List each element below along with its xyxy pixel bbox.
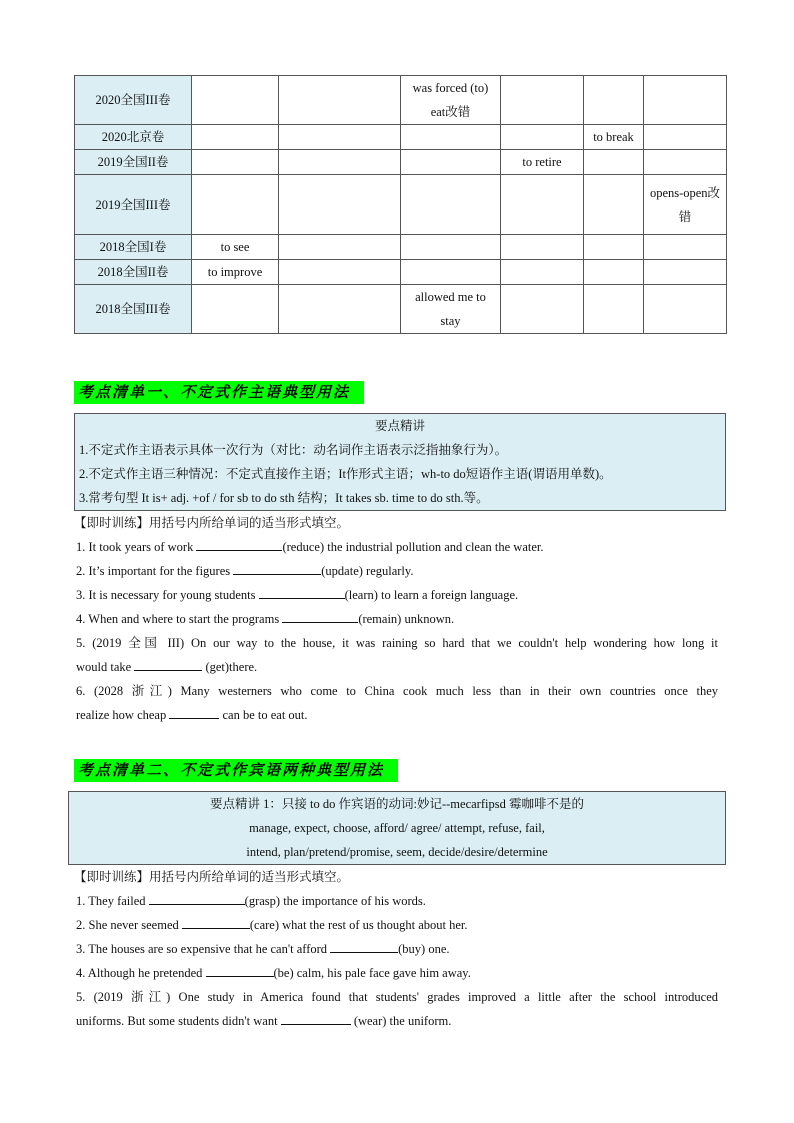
table-cell bbox=[192, 150, 279, 175]
table-cell bbox=[192, 125, 279, 150]
table-cell bbox=[584, 235, 644, 260]
question-text: would take bbox=[76, 660, 132, 674]
table-row bbox=[75, 260, 727, 285]
keypoint-box-title: 要点精讲 bbox=[374, 419, 425, 433]
question-5-line-2 bbox=[76, 655, 718, 679]
table-row bbox=[75, 175, 727, 235]
question-text: (get)there. bbox=[205, 660, 258, 674]
question-2 bbox=[76, 559, 718, 583]
table-cell bbox=[644, 76, 727, 125]
keypoint-item: 1.不定式作主语表示具体一次行为（对比：动名词作主语表示泛指抽象行为）。 bbox=[79, 443, 508, 457]
keypoint-item: 2.不定式作主语三种情况：不定式直接作主语；It作形式主语；wh-to do短语作主语(谓语用单数)。 bbox=[79, 467, 612, 481]
question-text: (care) what the rest of us thought about her. bbox=[249, 918, 468, 932]
question-text: 3. It is necessary for young students bbox=[76, 588, 256, 602]
question-text: (update) regularly. bbox=[321, 564, 414, 578]
table-cell: to break bbox=[584, 125, 644, 150]
table-row-label: 2020北京卷 bbox=[75, 125, 192, 150]
table-cell bbox=[401, 150, 501, 175]
table-cell bbox=[192, 175, 279, 235]
section2-keypoint-box bbox=[68, 791, 726, 865]
answer-blank[interactable] bbox=[233, 560, 321, 575]
table-row bbox=[75, 285, 727, 334]
table-cell: opens-open改错 bbox=[644, 175, 727, 235]
table-cell bbox=[401, 125, 501, 150]
table-row-label: 2020全国III卷 bbox=[75, 76, 192, 125]
question-4 bbox=[76, 961, 718, 985]
table-row-label: 2019全国II卷 bbox=[75, 150, 192, 175]
question-text: (wear) the uniform. bbox=[353, 1014, 452, 1028]
table-cell bbox=[279, 125, 401, 150]
table-cell bbox=[584, 285, 644, 334]
answer-blank[interactable] bbox=[149, 890, 245, 905]
question-text: (buy) one. bbox=[398, 942, 450, 956]
table-row bbox=[75, 150, 727, 175]
table-cell bbox=[401, 235, 501, 260]
answer-blank[interactable] bbox=[330, 938, 398, 953]
exam-year-table bbox=[74, 75, 727, 334]
table-cell bbox=[584, 260, 644, 285]
table-cell bbox=[644, 125, 727, 150]
table-cell bbox=[501, 125, 584, 150]
question-text: 1. It took years of work bbox=[76, 540, 194, 554]
question-text: 3. The houses are so expensive that he can't afford bbox=[76, 942, 328, 956]
answer-blank[interactable] bbox=[134, 656, 202, 671]
table-cell bbox=[501, 175, 584, 235]
question-text: (be) calm, his pale face gave him away. bbox=[273, 966, 471, 980]
question-1 bbox=[76, 889, 718, 913]
question-text: 4. Although he pretended bbox=[76, 966, 203, 980]
table-cell bbox=[501, 285, 584, 334]
table-cell bbox=[501, 76, 584, 125]
question-5-line-1: 5. (2019 全国 III) On our way to the house, it was raining so hard that we couldn't help wondering how long it bbox=[76, 636, 718, 650]
question-6-line-1: 6. (2028 浙江) Many westerners who come to China cook much less than in their own countries once they bbox=[76, 684, 718, 698]
answer-blank[interactable] bbox=[169, 704, 219, 719]
table-cell bbox=[279, 76, 401, 125]
table-cell bbox=[192, 285, 279, 334]
table-cell bbox=[279, 285, 401, 334]
answer-blank[interactable] bbox=[196, 536, 282, 551]
table-cell bbox=[192, 76, 279, 125]
table-cell bbox=[279, 150, 401, 175]
question-text: (remain) unknown. bbox=[358, 612, 455, 626]
table-cell bbox=[644, 150, 727, 175]
keypoint-item: 3.常考句型 It is+ adj. +of / for sb to do sth 结构；It takes sb. time to do sth.等。 bbox=[79, 491, 489, 505]
table-row-label: 2019全国III卷 bbox=[75, 175, 192, 235]
question-4 bbox=[76, 607, 718, 631]
question-text: (learn) to learn a foreign language. bbox=[344, 588, 519, 602]
question-text: 1. They failed bbox=[76, 894, 146, 908]
table-cell bbox=[584, 175, 644, 235]
table-cell bbox=[401, 260, 501, 285]
table-cell bbox=[644, 285, 727, 334]
drill-intro: 【即时训练】用括号内所给单词的适当形式填空。 bbox=[74, 516, 350, 530]
table-cell bbox=[584, 76, 644, 125]
section1-keypoint-box bbox=[74, 413, 726, 511]
answer-blank[interactable] bbox=[206, 962, 274, 977]
answer-blank[interactable] bbox=[259, 584, 345, 599]
table-cell bbox=[279, 260, 401, 285]
table-cell bbox=[501, 235, 584, 260]
table-cell bbox=[584, 150, 644, 175]
question-text: (grasp) the importance of his words. bbox=[244, 894, 426, 908]
answer-blank[interactable] bbox=[281, 1010, 351, 1025]
table-cell: was forced (to) eat改错 bbox=[401, 76, 501, 125]
table-cell bbox=[644, 260, 727, 285]
question-5-line-2 bbox=[76, 1009, 718, 1033]
table-row bbox=[75, 125, 727, 150]
keypoint-item: intend, plan/pretend/promise, seem, decide/desire/determine bbox=[246, 845, 548, 859]
drill-intro: 【即时训练】用括号内所给单词的适当形式填空。 bbox=[74, 870, 350, 884]
table-cell bbox=[644, 235, 727, 260]
table-cell bbox=[279, 235, 401, 260]
question-text: 2. It’s important for the figures bbox=[76, 564, 231, 578]
question-5-line-1: 5. (2019 浙江) One study in America found that students' grades improved a little after the school introduced bbox=[76, 990, 718, 1004]
table-row-label: 2018全国III卷 bbox=[75, 285, 192, 334]
table-cell: allowed me to stay bbox=[401, 285, 501, 334]
table-row-label: 2018全国II卷 bbox=[75, 260, 192, 285]
question-text: uniforms. But some students didn't want bbox=[76, 1014, 278, 1028]
table-cell bbox=[401, 175, 501, 235]
keypoint-item: 要点精讲 1：只接 to do 作宾语的动词:妙记--mecarfipsd 霉咖啡不是的 bbox=[210, 797, 584, 811]
question-text: realize how cheap bbox=[76, 708, 167, 722]
table-row bbox=[75, 76, 727, 125]
table-cell bbox=[501, 260, 584, 285]
section2-title: 考点清单二、不定式作宾语两种典型用法 bbox=[74, 759, 398, 782]
table-cell: to improve bbox=[192, 260, 279, 285]
question-text: (reduce) the industrial pollution and clean the water. bbox=[282, 540, 544, 554]
keypoint-item: manage, expect, choose, afford/ agree/ attempt, refuse, fail, bbox=[249, 821, 545, 835]
table-cell: to retire bbox=[501, 150, 584, 175]
question-1 bbox=[76, 535, 718, 559]
question-text: can be to eat out. bbox=[222, 708, 308, 722]
table-row bbox=[75, 235, 727, 260]
table-cell bbox=[279, 175, 401, 235]
section1-title: 考点清单一、不定式作主语典型用法 bbox=[74, 381, 364, 404]
answer-blank[interactable] bbox=[282, 608, 358, 623]
table-cell: to see bbox=[192, 235, 279, 260]
question-2 bbox=[76, 913, 718, 937]
answer-blank[interactable] bbox=[182, 914, 250, 929]
question-3 bbox=[76, 937, 718, 961]
question-6-line-2 bbox=[76, 703, 718, 727]
question-text: 2. She never seemed bbox=[76, 918, 179, 932]
question-3 bbox=[76, 583, 718, 607]
question-text: 4. When and where to start the programs bbox=[76, 612, 280, 626]
table-row-label: 2018全国I卷 bbox=[75, 235, 192, 260]
